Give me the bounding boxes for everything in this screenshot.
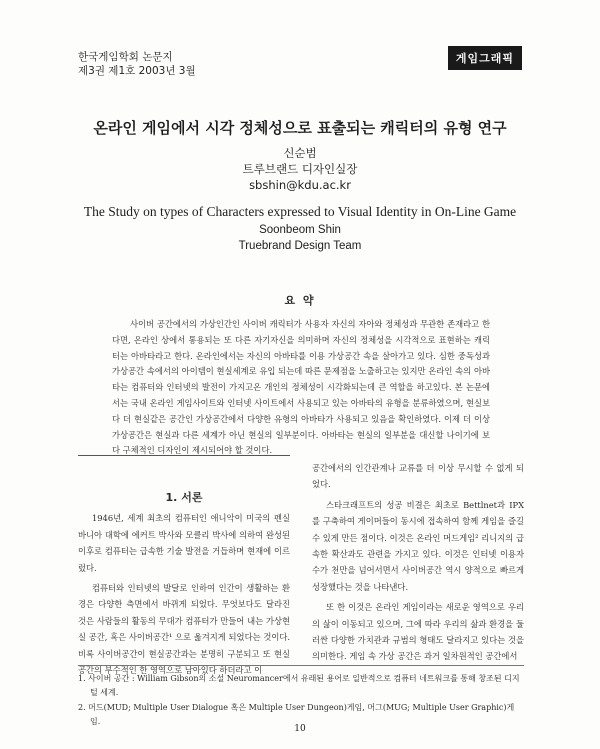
body-paragraph: 컴퓨터와 인터넷의 발달로 인하여 인간이 생활하는 환경은 다양한 측면에서 바뀌게 되었다. 무엇보다도 달라진 것은 사람들의 활동의 무대가 컴퓨터가 만들어 내는 가상현실 공간, 혹은 사이버공간¹ 으로 옮겨지게 되었다는 것이다. 비록 사이버공간이 현실공간과는 분명히 구분되고 또 현실공간의 부수적인 한 영역으로 남아있다 하더라고 이 [78, 583, 290, 676]
footnotes [78, 672, 524, 730]
footnote: 1. 사이버 공간 : William Gibson의 소설 Neuromancer에서 유래된 용어로 일반적으로 컴퓨터 네트워크를 통해 창조된 디지털 세계. [78, 674, 520, 697]
journal-info [78, 50, 196, 78]
abstract-text: 사이버 공간에서의 가상인간인 사이버 캐릭터가 사용자 자신의 자아와 정체성과 무관한 존재라고 한다면, 온라인 상에서 통용되는 또 다른 자기자신을 의미하며 자신의 정체성을 시각적으로 표현하는 캐릭터는 아바타라고 한다. 온라인에서는 자신의 아바타를 이용 가상공간 속을 살아가고 있다. 심한 중독성과 가상공간 속에서의 아이템이 현실세계로 유입 되는데 따른 문제점을 노출하고는 있지만 온라인 속의 아바타는 컴퓨터와 인터넷의 발전이 가지고온 개인의 정체성이 시각화되는데 큰 역할을 하고있다. 본 논문에서는 국내 온라인 게임사이트와 인터넷 사이트에서 사용되고 있는 아바타의 유형을 분류하였으며, 현실보다 더 현실같은 공간인 가상공간에서 다양한 유형의 아바타가 사용되고 있음을 확인하였다. 이제 더 이상 가상공간은 현실과 다른 세계가 아닌 현실의 일부분이다. 아바타는 현실의 일부분을 대신할 나이기에 보다 구체적인 디자인이 제시되어야 할 것이다. [112, 319, 490, 456]
body-column-right [312, 460, 524, 669]
author-affiliation-english: Truebrand Design Team [238, 240, 362, 252]
paper-title-korean: 온라인 게임에서 시각 정체성으로 표출되는 캐릭터의 유형 연구 [93, 119, 507, 137]
paper-title-english: The Study on types of Characters expressed to Visual Identity in On-Line Game [83, 204, 517, 219]
journal-issue: 제3권 제1호 2003년 3월 [78, 65, 196, 77]
author-name-korean: 신순범 [283, 146, 317, 160]
page-number: 10 [294, 724, 306, 734]
footnote: 2. 머드(MUD; Multiple User Dialogue 혹은 Multiple User Dungeon)게임, 머그(MUG; Multiple User Graphic)게임. [78, 703, 515, 726]
journal-name: 한국게임학회 논문지 [78, 51, 173, 63]
body-paragraph: 1946년, 세계 최초의 컴퓨터인 애니악이 미국의 펜실바니아 대학에 에커트 박사와 모클리 박사에 의하여 완성된 이후로 컴퓨터는 급속한 기술 발전을 거듭하며 현재에 이르렀다. [78, 513, 290, 573]
author-block-english [0, 222, 600, 254]
category-badge: 게임그래픽 [448, 46, 522, 70]
section-divider [78, 455, 290, 456]
author-affiliation-korean: 트루브랜드 디자인실장 [242, 162, 358, 176]
body-paragraph: 스타크래프트의 성공 비결은 최초로 Bettlnet과 IPX를 구축하여 게이머들이 동시에 접속하여 함께 게임을 즐길 수 있게 만든 점이다. 이것은 온라인 머드게임² 리니지의 급속한 확산과도 관련을 가지고 있다. 이것은 인터넷 이용자 수가 천만을 넘어서면서 사이버공간 역시 양적으로 빠르게 성장했다는 것을 나타낸다. [312, 499, 524, 592]
author-name-english: Soonbeom Shin [259, 224, 341, 236]
author-email: sbshin@kdu.ac.kr [249, 178, 351, 192]
section-heading: 1. 서론 [165, 491, 203, 504]
body-paragraph: 공간에서의 인간관계나 교류를 더 이상 무시할 수 없게 되었다. [312, 463, 524, 490]
body-paragraph: 또 한 이것은 온라인 게임이라는 새로운 영역으로 우리의 삶이 이동되고 있으며, 그에 따라 우리의 삶과 환경을 둘러싼 다양한 가치관과 규범의 형태도 달라지고 있다는 것을 의미한다. 게임 속 가상 공간은 과거 일차원적인 공간에서 [312, 602, 524, 662]
footnote-divider [78, 665, 524, 666]
body-column-left [78, 490, 290, 682]
abstract-heading: 요 약 [284, 294, 316, 307]
author-block-korean [0, 145, 600, 193]
